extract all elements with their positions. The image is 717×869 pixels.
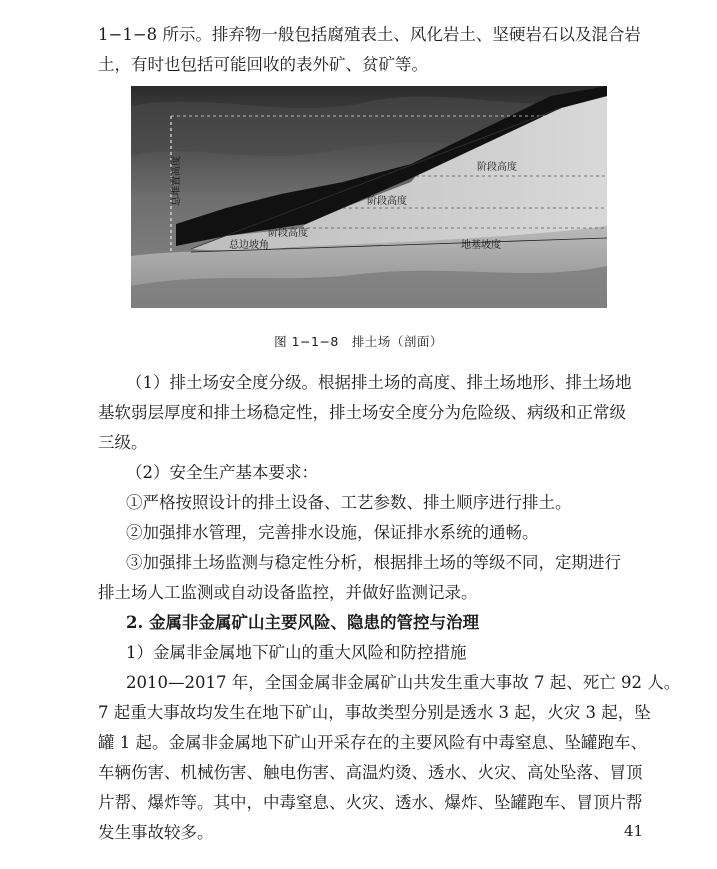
safety-grading-line-3: 三级。 [98,433,148,452]
label-bench-height-low: 阶段高度 [268,228,308,239]
body-line-2: 7 起重大事故均发生在地下矿山，事故类型分别是透水 3 起，火灾 3 起，坠 [98,703,651,722]
safety-grading-line-1: （1）排土场安全度分级。根据排土场的高度、排土场地形、排土场地 [126,373,632,392]
section-heading: 2. 金属非金属矿山主要风险、隐患的管控与治理 [126,613,479,632]
safety-requirements-list [98,458,658,608]
requirement-item-2: ②加强排水管理，完善排水设施，保证排水系统的通畅。 [126,523,539,542]
safety-grading-line-2: 基软弱层厚度和排土场稳定性，排土场安全度分为危险级、病级和正常级 [98,403,626,422]
label-overall-slope-angle: 总边坡角 [229,240,269,251]
body-line-5: 片帮、爆炸等。其中，中毒窒息、火灾、透水、爆炸、坠罐跑车、冒顶片帮 [98,793,643,812]
intro-line-2: 土，有时也包括可能回收的表外矿、贫矿等。 [98,55,428,74]
intro-paragraph [98,20,658,80]
label-total-height: 总堆置高度 [171,156,182,206]
body-line-1: 2010—2017 年，全国金属非金属矿山共发生重大事故 7 起、死亡 92 人。 [126,673,681,692]
page-number: 41 [624,822,644,840]
figure-drawing [131,86,607,308]
body-line-6: 发生事故较多。 [98,823,214,842]
requirement-item-3: ③加强排土场监测与稳定性分析，根据排土场的等级不同，定期进行 [126,553,621,572]
figure-caption: 图 1−1−8 排土场（剖面） [274,334,443,349]
label-bench-height-mid: 阶段高度 [367,196,407,207]
label-bench-height-top: 阶段高度 [477,162,517,173]
dump-site-section-figure [131,86,607,308]
requirement-item-1: ①严格按照设计的排土设备、工艺参数、排土顺序进行排土。 [126,493,572,512]
requirement-item-3-cont: 排土场人工监测或自动设备监控，并做好监测记录。 [98,583,478,602]
label-base-slope: 地基坡度 [461,240,501,251]
section-heading-block [98,608,658,668]
body-line-3: 罐 1 起。金属非金属地下矿山开采存在的主要风险有中毒窒息、坠罐跑车、 [98,733,647,752]
intro-line-1: 1−1−8 所示。排弃物一般包括腐殖表土、风化岩土、坚硬岩石以及混合岩 [98,25,641,44]
safety-grading-paragraph [98,368,658,458]
requirements-heading: （2）安全生产基本要求： [126,463,318,482]
accident-statistics-paragraph [98,668,681,848]
subsection-heading: 1）金属非金属地下矿山的重大风险和防控措施 [126,643,467,662]
body-line-4: 车辆伤害、机械伤害、触电伤害、高温灼烫、透水、火灾、高处坠落、冒顶 [98,763,643,782]
